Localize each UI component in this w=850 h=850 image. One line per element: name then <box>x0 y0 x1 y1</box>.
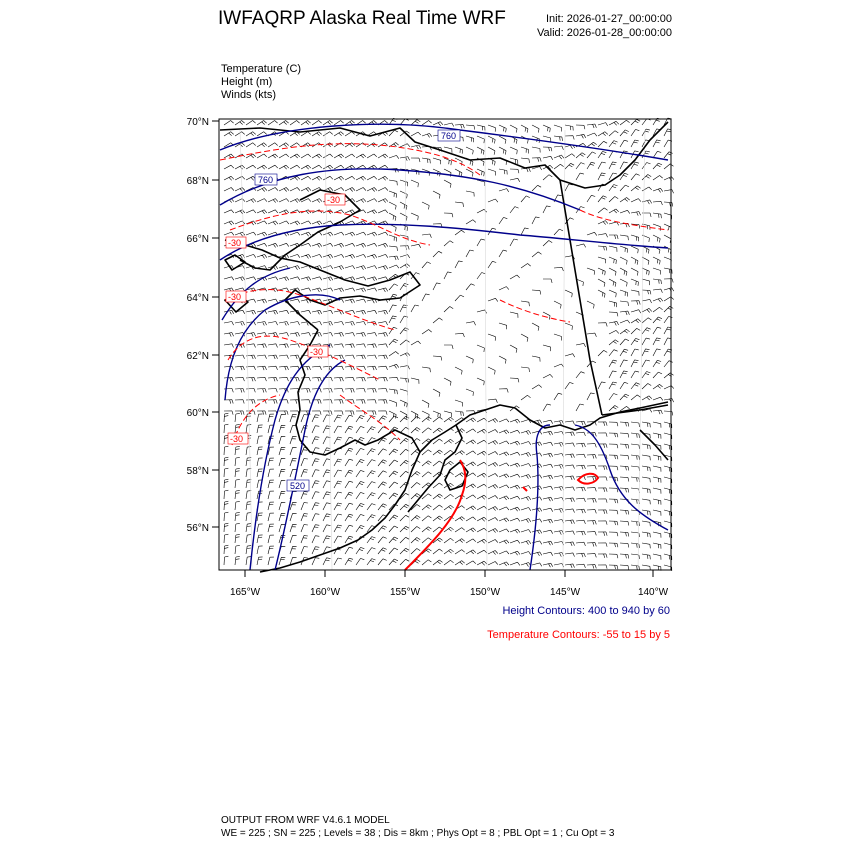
temperature-contour <box>523 487 527 491</box>
lon-label: 145°W <box>549 587 581 598</box>
peninsula-coast <box>408 425 462 512</box>
temperature-label: -30 <box>310 347 324 357</box>
lat-label: 66°N <box>186 234 209 245</box>
canada-border <box>560 180 602 415</box>
height-contours <box>220 124 668 570</box>
lat-label: 68°N <box>186 176 209 187</box>
wind-barbs <box>224 118 674 571</box>
lat-axis <box>212 121 219 527</box>
lon-labels <box>230 587 669 598</box>
height-label: 760 <box>441 131 457 141</box>
height-label: 760 <box>258 175 274 185</box>
lat-label: 58°N <box>186 466 209 477</box>
wind-barb-field <box>224 118 674 571</box>
field-winds: Winds (kts) <box>221 89 276 101</box>
southcentral-coast <box>456 402 668 430</box>
temperature-label: -30 <box>327 195 341 205</box>
lat-label: 60°N <box>186 408 209 419</box>
lon-label: 140°W <box>637 587 669 598</box>
init-time: Init: 2026-01-27_00:00:00 <box>546 13 672 25</box>
temperature-label: -30 <box>230 434 244 444</box>
temperature-contour <box>500 300 570 322</box>
height-contour <box>220 224 668 260</box>
seward-coast <box>225 240 420 330</box>
temperature-contour <box>578 474 598 484</box>
lat-labels <box>187 117 209 534</box>
lon-axis <box>245 570 653 577</box>
map-title: IWFAQRP Alaska Real Time WRF <box>218 8 506 29</box>
map-frame <box>219 119 671 570</box>
lon-label: 150°W <box>469 587 501 598</box>
lat-label: 70°N <box>186 117 209 128</box>
contour-labels <box>226 130 460 491</box>
field-height: Height (m) <box>221 76 273 88</box>
coastlines <box>220 122 668 572</box>
lon-label: 155°W <box>389 587 421 598</box>
panhandle-border <box>602 405 668 415</box>
model-info: OUTPUT FROM WRF V4.6.1 MODEL <box>221 815 390 826</box>
lat-label: 56°N <box>186 523 209 534</box>
graticule <box>240 130 645 570</box>
lon-label: 160°W <box>309 587 341 598</box>
height-contour-legend: Height Contours: 400 to 940 by 60 <box>502 605 670 617</box>
lon-label: 165°W <box>229 587 261 598</box>
height-contour <box>220 124 668 160</box>
lat-label: 64°N <box>186 293 209 304</box>
temperature-label: -30 <box>228 238 242 248</box>
height-label: 520 <box>290 481 306 491</box>
temperature-contour-legend: Temperature Contours: -55 to 15 by 5 <box>487 629 670 641</box>
field-temperature: Temperature (C) <box>221 63 302 75</box>
model-config: WE = 225 ; SN = 225 ; Levels = 38 ; Dis = 8km ; Phys Opt = 8 ; PBL Opt = 1 ; Cu Opt = 3 <box>221 828 615 839</box>
temperature-label: -30 <box>228 292 242 302</box>
valid-time: Valid: 2026-01-28_00:00:00 <box>537 27 672 39</box>
lat-label: 62°N <box>186 351 209 362</box>
